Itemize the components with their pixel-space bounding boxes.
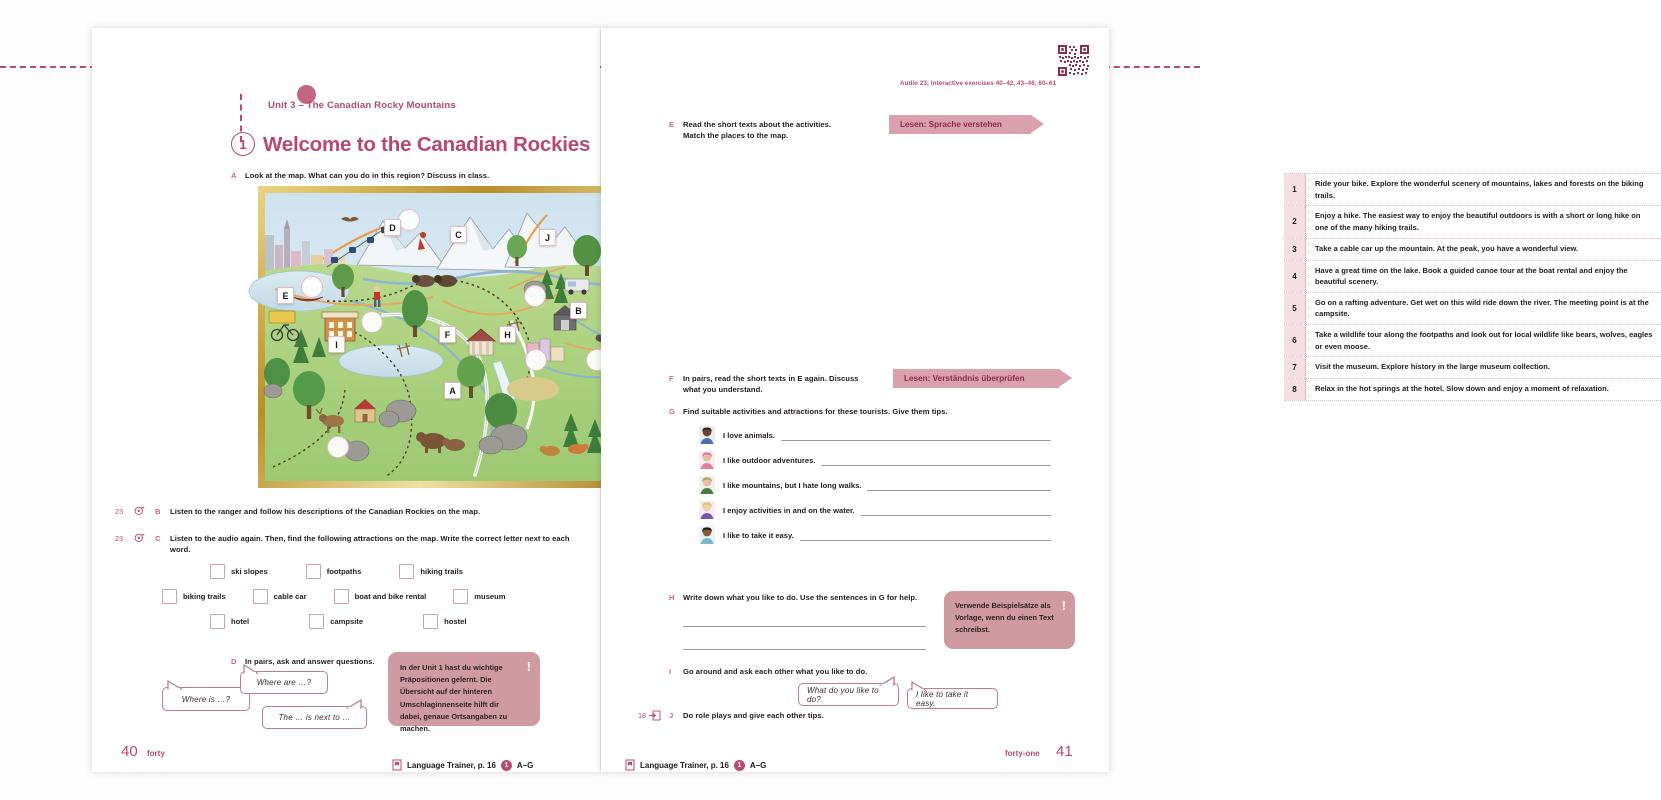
avatar xyxy=(699,426,715,444)
skill-banner-lesen-verstaendnis: Lesen: Verständnis überprüfen xyxy=(893,369,1059,388)
language-trainer-ref-left xyxy=(392,759,533,771)
checkbox-item-hiking-trails[interactable] xyxy=(399,564,463,579)
book-icon xyxy=(625,759,635,771)
checkbox-hotel[interactable] xyxy=(210,614,225,629)
checkbox-label: boat and bike rental xyxy=(354,592,427,601)
table-row xyxy=(1284,379,1661,401)
list-item xyxy=(699,451,1051,469)
avatar xyxy=(699,526,715,544)
page-word-left: forty xyxy=(147,749,165,758)
row-text: Have a great time on the lake. Book a guided canoe tour at the boat rental and enjoy the beautiful scenery. xyxy=(1315,265,1628,287)
checkbox-item-biking-trails[interactable] xyxy=(162,589,226,604)
row-text: Visit the museum. Explore history in the large museum collection. xyxy=(1315,362,1550,372)
checkbox-biking-trails[interactable] xyxy=(162,589,177,604)
map-label-d: D xyxy=(384,219,401,236)
page-right xyxy=(601,28,1653,772)
checkbox-item-footpaths[interactable] xyxy=(306,564,362,579)
checkbox-item-campsite[interactable] xyxy=(309,614,363,629)
page-number-right: 41 xyxy=(1056,743,1073,760)
language-trainer-suffix: A–G xyxy=(516,760,534,770)
checkbox-item-ski-slopes[interactable] xyxy=(210,564,268,579)
exercise-letter-c: C xyxy=(155,534,161,543)
headphones-icon xyxy=(134,532,145,543)
list-item xyxy=(699,426,1051,444)
checkbox-ski-slopes[interactable] xyxy=(210,564,225,579)
map-answer-circle[interactable] xyxy=(524,285,546,307)
answer-line[interactable] xyxy=(821,455,1051,466)
row-number: 2 xyxy=(1284,206,1306,237)
writing-line[interactable] xyxy=(683,626,926,627)
bubble-text: I like to take it easy. xyxy=(916,689,969,708)
language-trainer-badge: 1 xyxy=(734,760,745,771)
map-label-b: B xyxy=(570,302,587,319)
exclamation-icon: ! xyxy=(1061,598,1066,613)
checkbox-label: cable car xyxy=(273,592,307,601)
headphones-icon xyxy=(134,505,145,516)
workbook-page-number: 18 xyxy=(638,711,647,720)
checkbox-campsite[interactable] xyxy=(309,614,324,629)
tip-box-writing xyxy=(944,591,1075,649)
bubble-text: Where are …? xyxy=(256,678,312,687)
exercise-letter-b: B xyxy=(155,507,161,516)
checkbox-hiking-trails[interactable] xyxy=(399,564,414,579)
exercise-letter-i: I xyxy=(669,667,672,676)
unit-title: Unit 3 – The Canadian Rocky Mountains xyxy=(268,100,456,111)
exercise-g-text: Find suitable activities and attractions for these tourists. Give them tips. xyxy=(683,407,948,416)
map-answer-circle[interactable] xyxy=(525,349,547,371)
table-row xyxy=(1284,173,1661,206)
exercise-j-text: Do role plays and give each other tips. xyxy=(683,711,824,720)
avatar xyxy=(699,476,715,494)
tip-box-prepositions xyxy=(388,652,540,734)
page-number-left: 40 xyxy=(121,743,138,760)
list-item xyxy=(699,476,1051,494)
checkbox-item-boat-and-bike-rental[interactable] xyxy=(334,589,427,604)
checkbox-label: hiking trails xyxy=(420,567,463,576)
exercise-letter-d: D xyxy=(231,657,237,666)
checkbox-museum[interactable] xyxy=(453,589,468,604)
answer-line[interactable] xyxy=(867,480,1051,491)
exercise-e-text-line1: Read the short texts about the activities. xyxy=(683,120,832,129)
language-trainer-suffix: A–G xyxy=(749,760,767,770)
rockies-map[interactable] xyxy=(258,186,650,488)
map-label-i: I xyxy=(328,336,345,353)
table-row xyxy=(1284,261,1661,293)
checkbox-label: hotel xyxy=(231,617,250,626)
audio-track-number-c: 23 xyxy=(115,534,124,543)
bubble-tail xyxy=(346,699,362,709)
list-item xyxy=(699,526,1051,544)
table-row xyxy=(1284,325,1661,357)
bubble-tail xyxy=(243,664,259,674)
checkbox-label: hostel xyxy=(444,617,467,626)
answer-line[interactable] xyxy=(781,430,1051,441)
language-trainer-text: Language Trainer, p. 16 xyxy=(407,760,496,770)
answer-line[interactable] xyxy=(800,530,1051,541)
book-icon xyxy=(392,759,402,771)
checkbox-item-museum[interactable] xyxy=(453,589,505,604)
exercise-i-text: Go around and ask each other what you like to do. xyxy=(683,667,868,676)
map-answer-circle[interactable] xyxy=(398,209,420,231)
exercise-letter-e: E xyxy=(669,120,675,129)
bubble-tail xyxy=(911,681,927,691)
checkbox-label: footpaths xyxy=(326,567,362,576)
speech-bubble-take-it-easy xyxy=(907,688,998,709)
table-row xyxy=(1284,357,1661,379)
map-answer-circle[interactable] xyxy=(327,436,349,458)
checkbox-item-hostel[interactable] xyxy=(423,614,466,629)
tip-box-text: Verwende Beispielsätze als Vorlage, wenn du einen Text schreibst. xyxy=(955,601,1054,635)
audio-meta-text: Audio 23; Interactive exercises 40–42, 43–46, 60–61 xyxy=(900,80,1057,87)
exercise-letter-g: G xyxy=(669,407,675,416)
lesson-number-badge: 1 xyxy=(231,132,255,156)
exercise-letter-j: J xyxy=(669,711,674,720)
page-left xyxy=(92,28,600,772)
bubble-text: Where is …? xyxy=(181,694,231,704)
bubble-text: The … is next to … xyxy=(278,713,351,722)
tourist-sentence: I love animals. xyxy=(723,430,775,440)
row-number: 4 xyxy=(1284,261,1306,292)
exercise-h-text: Write down what you like to do. Use the sentences in G for help. xyxy=(683,593,918,602)
checkbox-row-2 xyxy=(162,589,506,604)
audio-track-number-b: 23 xyxy=(115,507,124,516)
map-label-h: H xyxy=(499,326,516,343)
checkbox-row-1 xyxy=(210,564,463,579)
row-text: Go on a rafting adventure. Get wet on this wild ride down the river. The meeting point is at the campsite. xyxy=(1315,297,1649,319)
row-number: 6 xyxy=(1284,325,1306,356)
checkbox-item-hotel[interactable] xyxy=(210,614,249,629)
map-label-e: E xyxy=(277,287,294,304)
avatar xyxy=(699,451,715,469)
row-number: 7 xyxy=(1284,357,1306,378)
tourist-sentence: I like outdoor adventures. xyxy=(723,455,816,465)
exercise-letter-a: A xyxy=(231,171,237,180)
exercise-b-text: Listen to the ranger and follow his descriptions of the Canadian Rockies on the map. xyxy=(170,507,481,516)
checkbox-label: campsite xyxy=(330,617,364,626)
row-number: 5 xyxy=(1284,293,1306,324)
row-number: 8 xyxy=(1284,379,1306,400)
exercise-e-text-line2: Match the places to the map. xyxy=(683,131,789,140)
table-row xyxy=(1284,239,1661,261)
table-row xyxy=(1284,293,1661,325)
exercise-a-text: Look at the map. What can you do in this region? Discuss in class. xyxy=(245,171,490,180)
tip-box-text: In der Unit 1 hast du wichtige Präpositionen gelernt. Die Übersicht auf der hinteren Umschlaginnenseite hilft dir dabei, genaue Ortsangaben zu machen. xyxy=(400,663,508,734)
workbook-reference-j xyxy=(638,710,661,721)
arrow-into-box-icon xyxy=(649,710,661,721)
language-trainer-badge: 1 xyxy=(501,760,512,771)
checkbox-row-3 xyxy=(210,614,466,629)
map-label-j: J xyxy=(539,229,556,246)
tourist-sentence: I like to take it easy. xyxy=(723,530,794,540)
row-number: 3 xyxy=(1284,239,1306,260)
exercise-letter-f: F xyxy=(669,374,674,383)
checkbox-boat-and-bike-rental[interactable] xyxy=(334,589,349,604)
bubble-tail xyxy=(167,680,183,690)
speech-bubble-where-is xyxy=(162,687,250,711)
tourist-sentence: I enjoy activities in and on the water. xyxy=(723,505,855,515)
checkbox-label: museum xyxy=(474,592,506,601)
bubble-tail xyxy=(879,676,895,686)
table-row xyxy=(1284,206,1661,238)
map-label-c: C xyxy=(450,226,467,243)
row-text: Take a cable car up the mountain. At the peak, you have a wonderful view. xyxy=(1315,243,1579,253)
checkbox-item-cable-car[interactable] xyxy=(253,589,307,604)
language-trainer-text: Language Trainer, p. 16 xyxy=(640,760,729,770)
checkbox-cable-car[interactable] xyxy=(253,589,268,604)
row-text: Ride your bike. Explore the wonderful scenery of mountains, lakes and forests on the biking trails. xyxy=(1315,179,1644,200)
language-trainer-ref-right xyxy=(625,759,766,771)
speech-bubble-where-are xyxy=(240,671,328,694)
speech-bubble-what-do-you-like xyxy=(798,683,899,706)
checkbox-label: ski slopes xyxy=(231,567,268,576)
skill-banner-lesen-sprache: Lesen: Sprache verstehen xyxy=(889,115,1031,134)
page-word-right: forty-one xyxy=(1005,749,1040,758)
map-label-f: F xyxy=(439,326,456,343)
exercise-letter-h: H xyxy=(669,593,675,602)
exercise-d-text: In pairs, ask and answer questions. xyxy=(245,657,375,666)
map-answer-circle[interactable] xyxy=(361,311,383,333)
bubble-text: What do you like to do? xyxy=(807,685,879,704)
exercise-f-text-line2: what you understand. xyxy=(683,385,763,394)
speech-bubble-next-to xyxy=(262,706,367,729)
checkbox-label: biking trails xyxy=(183,592,226,601)
exercise-c-text: Listen to the audio again. Then, find the following attractions on the map. Write the correct letter next to each word. xyxy=(170,534,570,555)
avatar xyxy=(699,501,715,519)
row-text: Relax in the hot springs at the hotel. Slow down and enjoy a moment of relaxation. xyxy=(1315,384,1609,394)
reading-texts-table xyxy=(1284,173,1661,401)
list-item xyxy=(699,501,1051,519)
qr-code-icon[interactable] xyxy=(1057,44,1090,77)
writing-line[interactable] xyxy=(683,649,926,650)
tourist-sentence: I like mountains, but I hate long walks. xyxy=(723,480,862,490)
answer-line[interactable] xyxy=(861,505,1051,516)
page-title: Welcome to the Canadian Rockies xyxy=(263,133,591,156)
exercise-f-text-line1: In pairs, read the short texts in E again. Discuss xyxy=(683,374,859,383)
checkbox-hostel[interactable] xyxy=(423,614,438,629)
map-label-a: A xyxy=(444,382,461,399)
map-answer-circle[interactable] xyxy=(301,276,323,298)
row-number: 1 xyxy=(1284,174,1306,205)
row-text: Take a wildlife tour along the footpaths and look out for local wildlife like bears, wolves, eagles or even moose. xyxy=(1315,330,1653,351)
exclamation-icon: ! xyxy=(526,659,531,674)
row-text: Enjoy a hike. The easiest way to enjoy the beautiful outdoors is with a short or long hike on one of the many hiking trails. xyxy=(1315,211,1641,232)
checkbox-footpaths[interactable] xyxy=(306,564,321,579)
